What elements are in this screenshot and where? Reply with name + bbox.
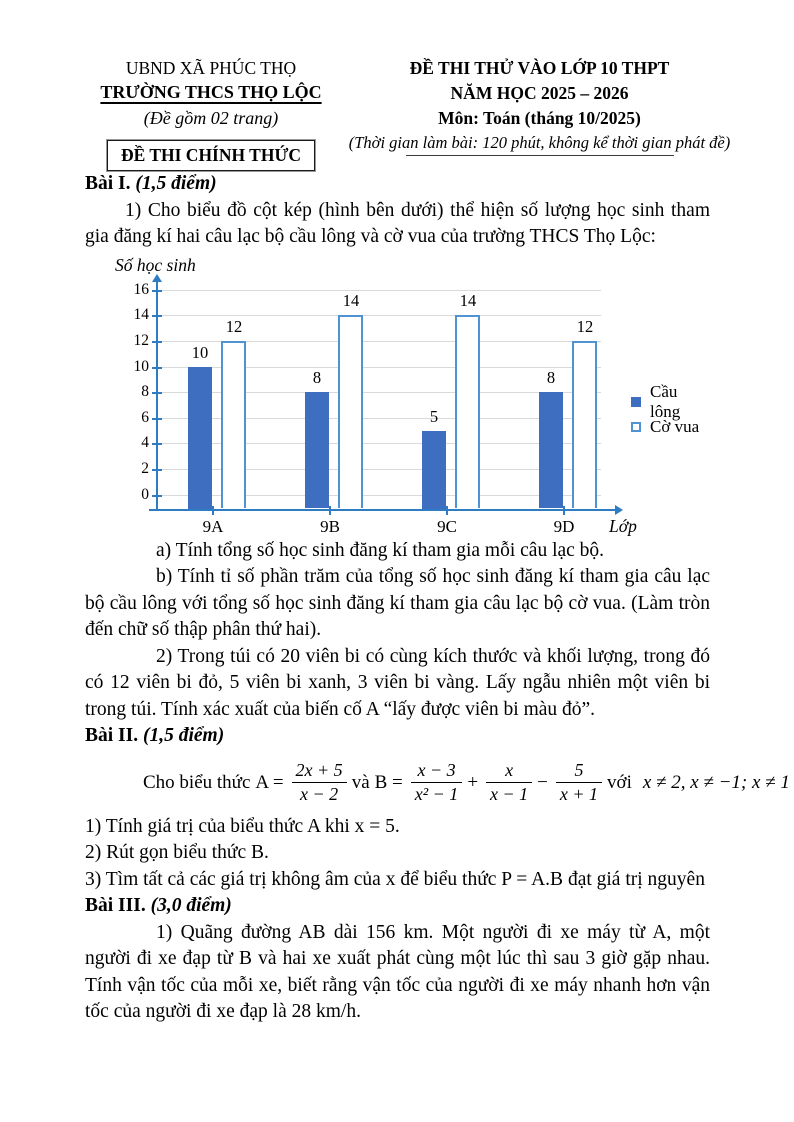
bar-co-vua (572, 341, 597, 509)
section3-item1: 1) Quãng đường AB dài 156 km. Một người đi xe máy từ A, một người đi xe đạp từ B và hai xe xuất phát cùng một lúc thì sau 3 giờ gặp nhau. Tính vận tốc của mỗi xe, biết rằng vận tốc của người đi xe máy nhanh hơn vận tốc của người đi xe đạp là 28 km/h. (85, 921, 710, 1022)
section2-points: (1,5 điểm) (142, 725, 225, 746)
expression-definition (143, 756, 790, 810)
exam-title: ĐỀ THI THỬ VÀO LỚP 10 THPT (409, 58, 670, 78)
school-name: TRƯỜNG THCS THỌ LỘC (100, 82, 322, 102)
bar-value-label: 10 (191, 342, 209, 362)
section2-item3: 3) Tìm tất cả các giá trị không âm của x để biểu thức P = A.B đạt giá trị nguyên (85, 868, 705, 890)
legend-swatch-filled-icon (631, 397, 641, 407)
y-tick-label: 10 (133, 357, 149, 375)
legend-item (631, 382, 710, 422)
bar-value-label: 14 (342, 291, 360, 311)
section2-item1: 1) Tính giá trị của biểu thức A khi x = 5. (85, 815, 400, 837)
minus-sign: − (537, 772, 548, 793)
y-axis-line (156, 282, 158, 509)
y-tick-label: 2 (141, 459, 149, 477)
bar-cau-long (539, 392, 563, 508)
chart-y-axis-title: Số học sinh (115, 254, 196, 275)
formula-intro: Cho biểu thức (143, 772, 251, 793)
fraction-a: $\frac{2x + 5}{x - 2}$ (292, 760, 347, 805)
chart-x-axis-title: Lớp (609, 515, 637, 536)
section1-item1: 1) Cho biểu đồ cột kép (hình bên dưới) thể hiện số lượng học sinh tham gia đăng kí hai câu lạc bộ cầu lông và cờ vua của trường THCS Thọ Lộc: (85, 199, 710, 247)
y-tick-label: 16 (133, 280, 149, 298)
duration-note: (Thời gian làm bài: 120 phút, không kể thời gian phát đề) (348, 133, 731, 152)
formula-conditions: x ≠ 2, x ≠ −1; x ≠ 1 (642, 772, 790, 793)
fraction-b3: $\frac{5}{x + 1}$ (556, 760, 602, 805)
formula-with: với (607, 772, 632, 793)
pages-note: (Đề gồm 02 trang) (143, 108, 279, 128)
x-tick-mark (212, 506, 214, 515)
x-axis-line (149, 509, 615, 511)
bar-co-vua (338, 315, 363, 508)
header-left-block (85, 56, 337, 171)
section3-points: (3,0 điểm) (150, 895, 232, 916)
category-label: 9D (553, 516, 575, 536)
x-tick-mark (563, 506, 565, 515)
section1-points: (1,5 điểm) (135, 173, 217, 194)
exam-header (85, 56, 731, 171)
category-label: 9B (320, 516, 340, 536)
section2-item2: 2) Rút gọn biểu thức B. (85, 842, 269, 863)
official-exam-box: ĐỀ THI CHÍNH THỨC (107, 140, 315, 171)
category-label: 9C (437, 516, 457, 536)
section1-item-a: a) Tính tổng số học sinh đăng kí tham gia mỗi câu lạc bộ. (156, 539, 605, 561)
bar-cau-long (305, 392, 329, 508)
section3-label: Bài III. (85, 895, 146, 916)
x-tick-mark (329, 506, 331, 515)
bar-cau-long (422, 431, 446, 509)
section2-heading (85, 723, 710, 750)
fraction-b1: $\frac{x - 3}{\text{x² − 1}}$ (411, 760, 463, 805)
duration-underline (406, 155, 674, 156)
category-label: 9A (202, 516, 224, 536)
org-name: UBND XÃ PHÚC THỌ (125, 58, 297, 78)
formula-and: và (351, 772, 370, 793)
school-year: NĂM HỌC 2025 – 2026 (450, 83, 629, 103)
y-tick-label: 12 (133, 331, 149, 349)
legend-label: Cờ vua (650, 416, 700, 436)
formula-b-label: B = (374, 772, 403, 793)
plus-sign: + (467, 772, 479, 793)
fraction-b2: $\frac{x}{x - 1}$ (486, 760, 532, 805)
bar-co-vua (455, 315, 480, 508)
y-tick-label: 14 (133, 306, 149, 324)
subject-line: Môn: Toán (tháng 10/2025) (438, 108, 641, 128)
y-axis-arrow-icon (152, 274, 162, 282)
section1-item2: 2) Trong túi có 20 viên bi có cùng kích thước và khối lượng, trong đó có 12 viên bi đỏ, 5 viên bi xanh, 3 viên bi vàng. Lấy ngẫu nhiên một viên bi trong túi. Tính xác xuất của biến cố A “lấy được viên bi màu đỏ”. (85, 645, 710, 720)
header-right-block (337, 56, 742, 156)
gridline (158, 315, 601, 316)
y-tick-label: 4 (141, 434, 149, 452)
gridline (158, 290, 601, 291)
legend-label: Cầu lông (650, 381, 681, 421)
section1-heading (85, 171, 710, 198)
double-bar-chart (85, 278, 710, 538)
bar-value-label: 14 (459, 291, 477, 311)
x-tick-mark (446, 506, 448, 515)
y-tick-label: 0 (141, 485, 149, 503)
section3-heading (85, 893, 710, 920)
section2-label: Bài II. (85, 725, 139, 746)
bar-value-label: 12 (576, 316, 594, 336)
legend-swatch-outlined-icon (631, 422, 641, 432)
bar-co-vua (221, 341, 246, 509)
legend-item (631, 417, 699, 437)
bar-cau-long (188, 367, 212, 509)
section1-label: Bài I. (85, 173, 131, 194)
y-tick-label: 6 (141, 408, 149, 426)
formula-a-label: A = (255, 772, 284, 793)
bar-value-label: 5 (429, 406, 439, 426)
bar-value-label: 8 (312, 368, 322, 388)
section1-item-b: b) Tính tỉ số phần trăm của tổng số học sinh đăng kí tham gia câu lạc bộ cầu lông với tổng số học sinh đăng kí tham gia câu lạc bộ cờ vua. (Làm tròn đến chữ số thập phân thứ hai). (85, 566, 710, 640)
x-axis-arrow-icon (615, 505, 623, 515)
y-tick-label: 8 (141, 383, 149, 401)
bar-value-label: 8 (546, 368, 556, 388)
bar-value-label: 12 (225, 316, 243, 336)
